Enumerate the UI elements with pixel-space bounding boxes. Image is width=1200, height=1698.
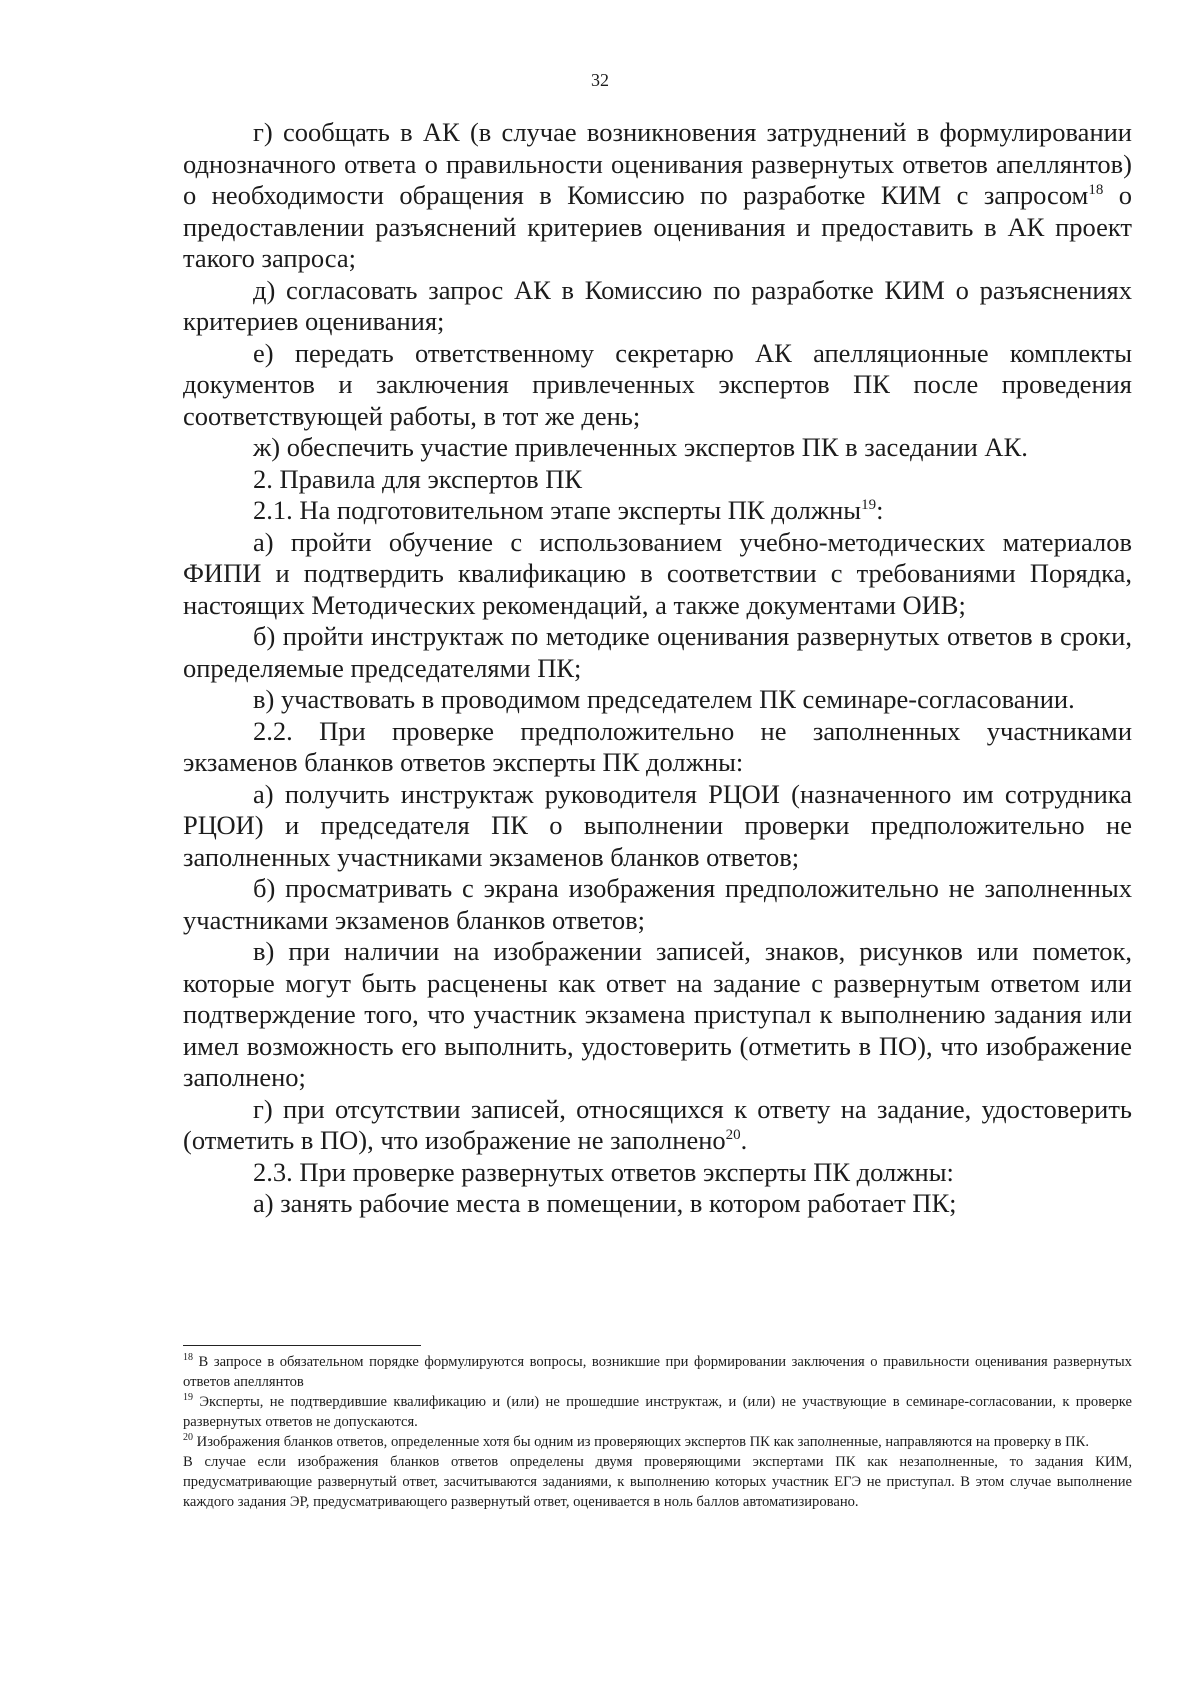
paragraph-2-1-a: а) пройти обучение с использованием учебно-методических материалов ФИПИ и подтвердить квалификацию в соответствии с требованиями Порядка, настоящих Методических рекомендаций, а также документами ОИВ; (183, 526, 1132, 620)
paragraph-2-1-v: в) участвовать в проводимом председателем ПК семинаре-согласовании. (253, 684, 1075, 714)
footnote-ref-18: 18 (1088, 182, 1104, 199)
subsection-2-3: 2.3. При проверке развернутых ответов эксперты ПК должны: (253, 1156, 954, 1187)
paragraph-2-1-b: б) пройти инструктаж по методике оценивания развернутых ответов в сроки, определяемые председателями ПК; (183, 621, 1132, 683)
footnote-19: $^{19}$ Эксперты, не подтвердившие квалификацию и (или) не прошедшие инструктаж, и (или) не участвующие в семинаре-согласовании, к проверке развернутых ответов не допускаются. (183, 1392, 1132, 1430)
footnote-divider (183, 1345, 421, 1346)
footnote-ref-20: 20 (725, 1127, 741, 1144)
paragraph-d-agree-request: д) согласовать запрос АК в Комиссию по разработке КИМ о разъяснениях критериев оценивания; (183, 274, 1132, 336)
paragraph-2-3-a: а) занять рабочие места в помещении, в котором работает ПК; (253, 1188, 957, 1218)
paragraph-e-transfer-documents: е) передать ответственному секретарю АК апелляционные комплекты документов и заключения привлеченных экспертов ПК после проведения соответствующей работы, в тот же день; (183, 337, 1132, 431)
footnote-mark-18: 18 (183, 1352, 193, 1364)
footnote-mark-19: 19 (183, 1392, 193, 1404)
footnote-mark-20: 20 (183, 1432, 193, 1444)
paragraph-2-2-v: в) при наличии на изображении записей, знаков, рисунков или пометок, которые могут быть расценены как ответ на задание с развернутым ответом или подтверждение того, что участник экзамена приступал к выполнению задания или имел возможность его выполнить, удостоверить (отметить в ПО), что изображение заполнено; (183, 936, 1132, 1092)
paragraph-zh-ensure-participation: ж) обеспечить участие привлеченных экспертов ПК в заседании АК. (253, 432, 1028, 462)
footnote-20-continued: В случае если изображения бланков ответов определены двумя проверяющими экспертами ПК как незаполненные, то задания КИМ, предусматривающие развернутый ответ, засчитываются заданиями, к выполнению которых участник ЕГЭ не приступал. В этом случае выполнение каждого задания ЭР, предусматривающего развернутый ответ, оценивается в ноль баллов автоматизировано. (183, 1454, 1132, 1510)
paragraph-g-inform-ak: г) сообщать в АК (в случае возникновения затруднений в формулировании однозначного ответа о правильности оценивания развернутых ответов апеллянтов) о необходимости обращения в Комиссию по разработке КИМ с запросом$^{18}$ о предоставлении разъяснений критериев оценивания и предоставить в АК проект такого запроса; (183, 117, 1133, 273)
footnote-ref-19: 19 (861, 497, 877, 514)
footnotes (183, 1352, 1132, 1512)
paragraph-2-2-g: г) при отсутствии записей, относящихся к ответу на задание, удостоверить (отметить в ПО), что изображение не заполнено$^{20}$. (183, 1093, 1132, 1155)
page-number: 32 (591, 70, 609, 90)
document-body (183, 117, 1132, 1220)
subsection-2-1: 2.1. На подготовительном этапе эксперты ПК должны$^{19}$: (253, 495, 884, 525)
footnote-20: $^{20}$ Изображения бланков ответов, определенные хотя бы одним из проверяющих экспертов ПК как заполненные, направляются на проверку в ПК. (183, 1432, 1090, 1450)
footnote-18: $^{18}$ В запросе в обязательном порядке формулируются вопросы, возникшие при формировании заключения о правильности оценивания развернутых ответов апеллянтов (183, 1352, 1132, 1390)
paragraph-2-2-b: б) просматривать с экрана изображения предположительно не заполненных участниками экзаменов бланков ответов; (183, 873, 1132, 935)
section-heading-2: 2. Правила для экспертов ПК (253, 463, 583, 494)
subsection-2-2: 2.2. При проверке предположительно не заполненных участниками экзаменов бланков ответов эксперты ПК должны: (183, 715, 1132, 777)
paragraph-2-2-a: а) получить инструктаж руководителя РЦОИ (назначенного им сотрудника РЦОИ) и председателя ПК о выполнении проверки предположительно не заполненных участниками экзаменов бланков ответов; (183, 778, 1132, 872)
